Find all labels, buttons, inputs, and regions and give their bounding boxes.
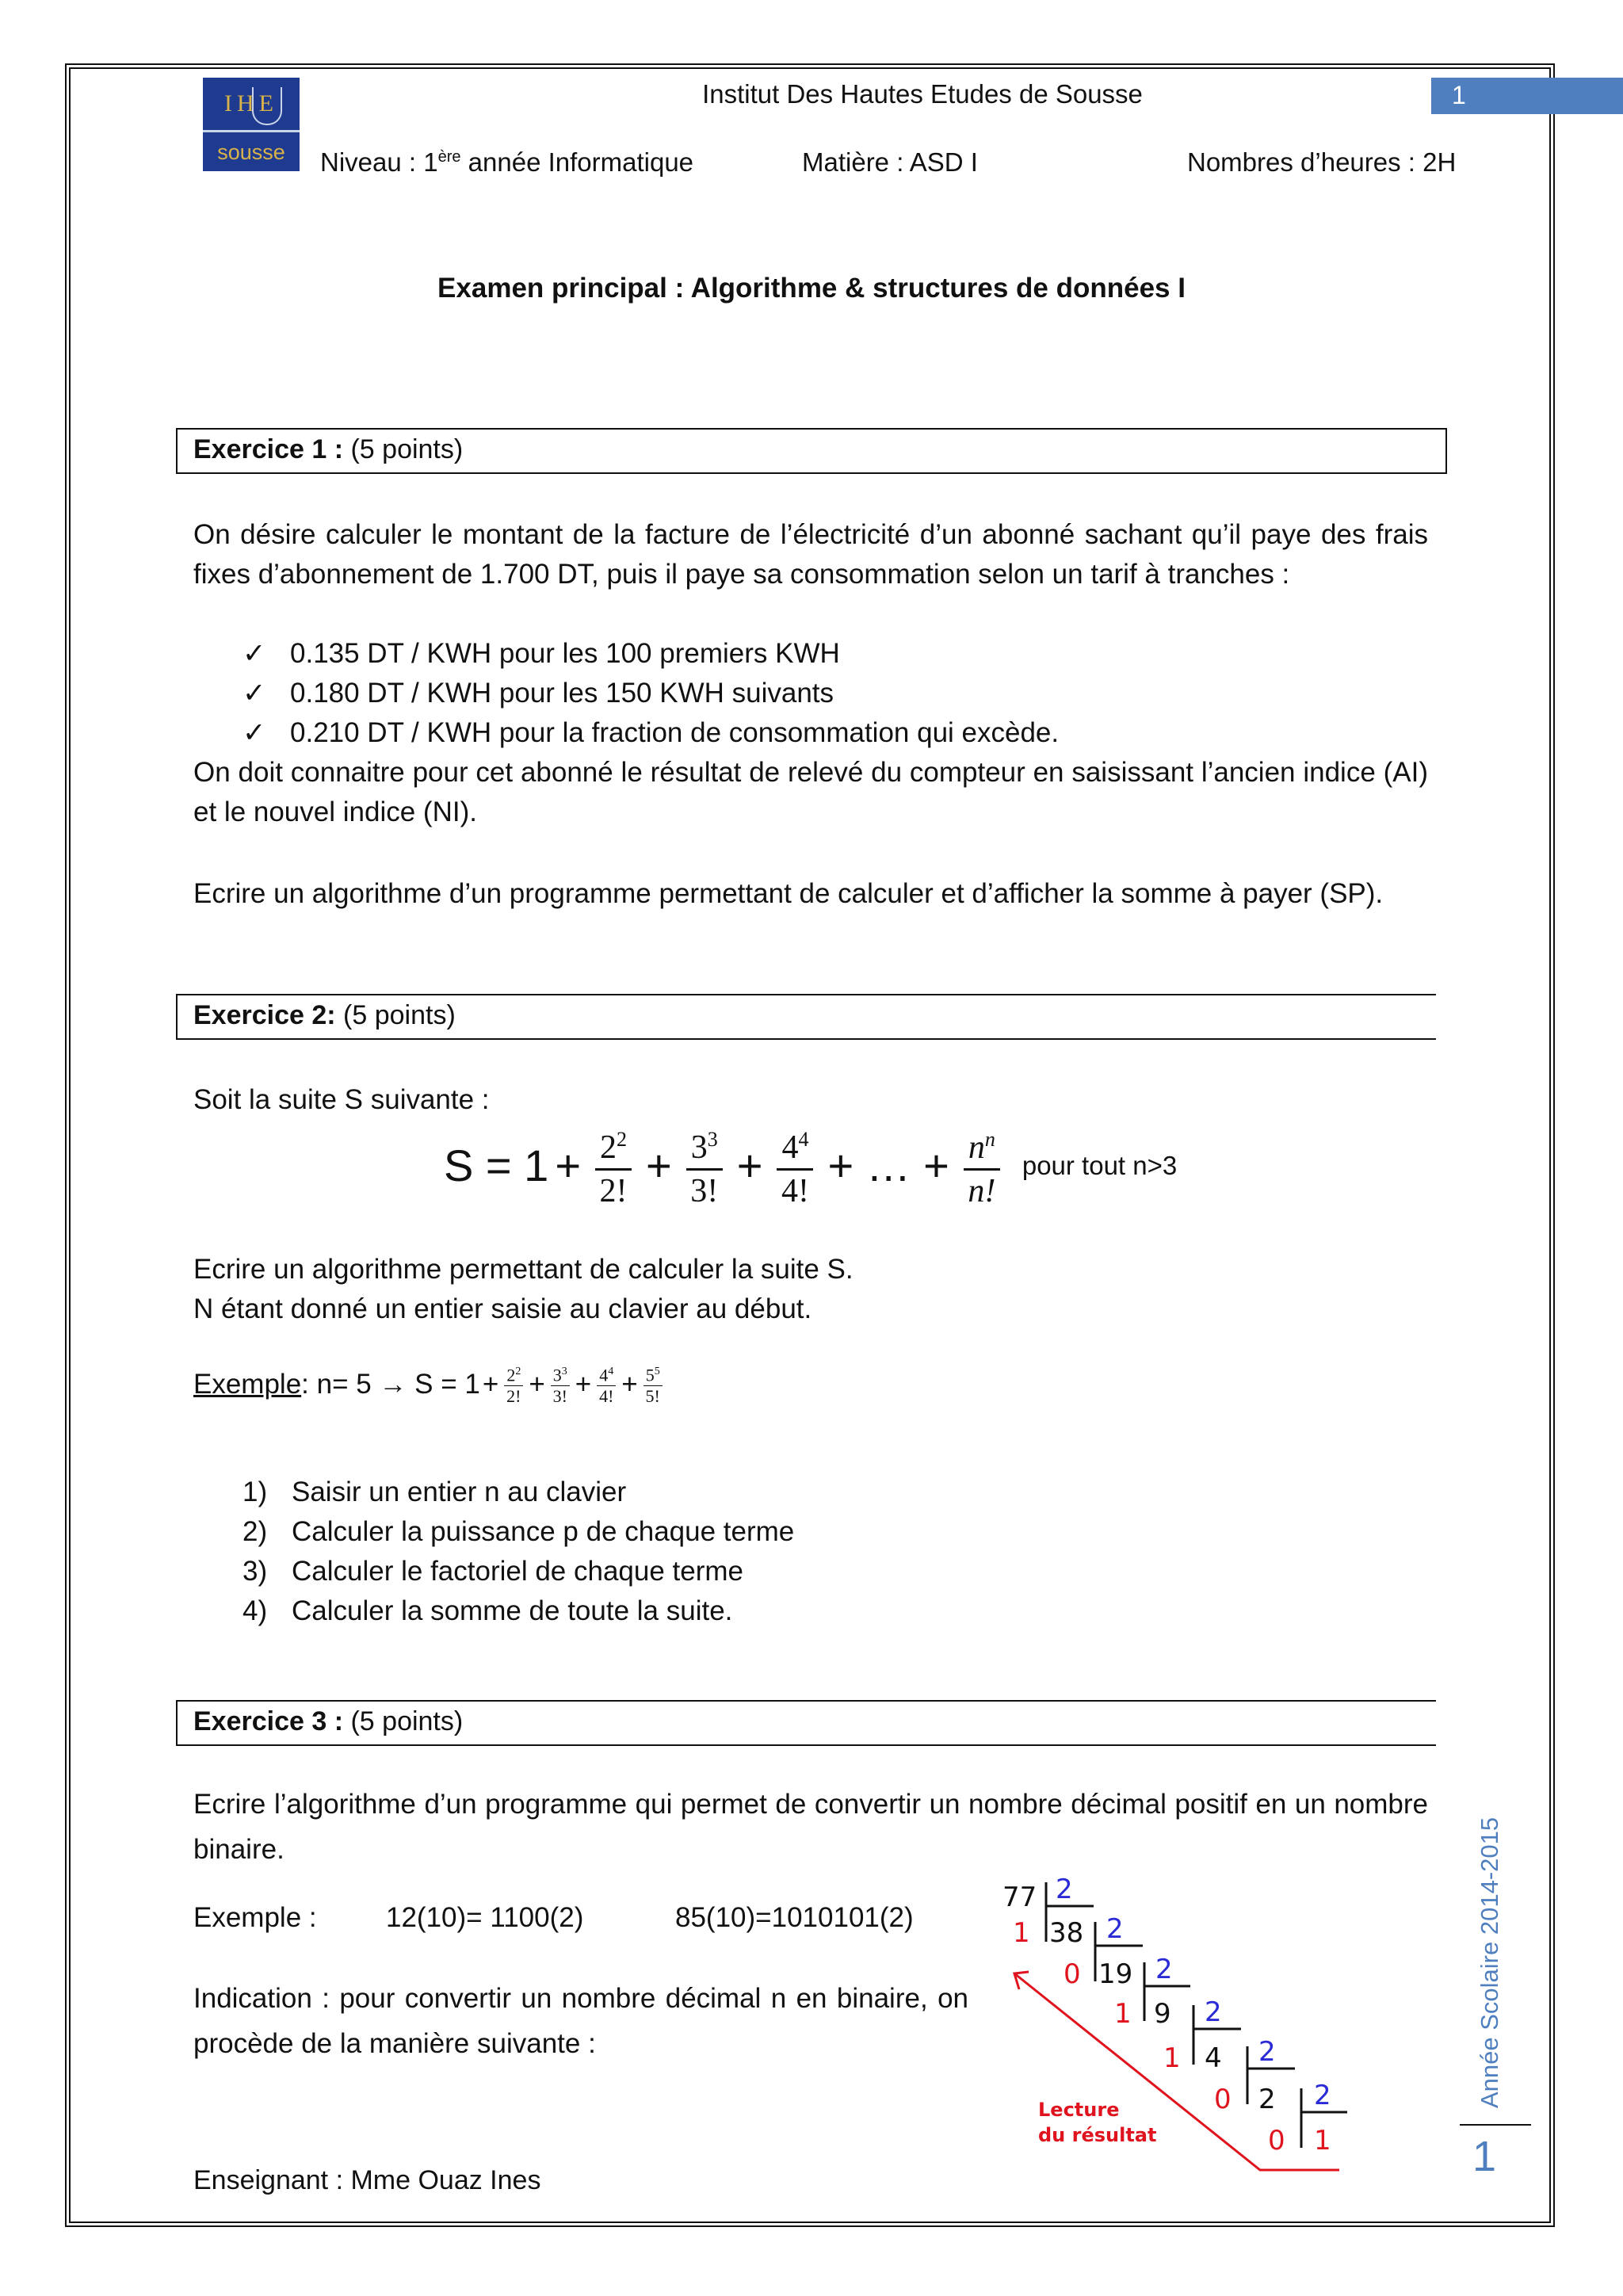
svg-text:1: 1	[1314, 2125, 1331, 2157]
step-item: 3) Calculer le factoriel de chaque terme	[242, 1556, 744, 1587]
exercise-2-line-1: Ecrire un algorithme permettant de calculer la suite S.	[193, 1254, 854, 1285]
svg-text:2: 2	[1205, 1996, 1222, 2028]
exercise-1-paragraph-1: On désire calculer le montant de la facture de l’électricité d’un abonné sachant qu’il paye des frais fixes d’abonnement de 1.700 DT, puis il paye sa consommation selon un tarif à tranches :	[193, 519, 1428, 590]
exercise-1-header: Exercice 1 : (5 points)	[176, 428, 1447, 474]
exercise-2-steps	[242, 1473, 794, 1631]
exercise-2-example: Exemple : n= 5 → S = 1 + $\frac{2^2}{2!}$ + $\frac{3^3}{3!}$ + $\frac{4^4}{4!}$ + $\frac{5^5}{5!}$	[193, 1362, 666, 1407]
svg-text:4: 4	[1205, 2042, 1222, 2074]
step-item: 1) Saisir un entier n au clavier	[242, 1477, 627, 1507]
exercise-3-example-1: 12(10)= 1100(2)	[386, 1902, 584, 1933]
svg-text:Lecture: Lecture	[1038, 2099, 1120, 2121]
svg-text:2: 2	[1258, 2036, 1276, 2068]
exercise-3-indication: Indication : pour convertir un nombre décimal n en binaire, on procède de la manière suivante :	[193, 1983, 968, 2059]
exam-title: Examen principal : Algorithme & structures de données I	[437, 273, 1186, 304]
svg-text:19: 19	[1098, 1958, 1133, 1990]
teacher-name: Enseignant : Mme Ouaz Ines	[193, 2165, 541, 2195]
nombre-heures: Nombres d’heures : 2H	[1187, 147, 1457, 177]
tariff-item: ✓ 0.135 DT / KWH pour les 100 premiers KWH	[242, 634, 1059, 674]
svg-text:2: 2	[1258, 2084, 1276, 2115]
checkmark-icon: ✓	[242, 717, 266, 748]
svg-text:0: 0	[1064, 1958, 1081, 1990]
logo-divider	[203, 130, 300, 132]
svg-text:1: 1	[1163, 2042, 1181, 2074]
term-fraction: $\frac{4^4}{4!}$	[777, 1119, 813, 1212]
niveau: Niveau : 1ère année Informatique	[320, 147, 694, 177]
term-fraction: $\frac{3^3}{3!}$	[686, 1119, 723, 1212]
exercise-1-paragraph-3: Ecrire un algorithme d’un programme permettant de calculer et d’afficher la somme à payer (SP).	[193, 878, 1384, 909]
series-formula: S = 1 + $\frac{2^2}{2!}$ + $\frac{3^3}{3!}$ + $\frac{4^4}{4!}$ + … + $\frac{n^n}{n!}$ pour tout n>3	[444, 1119, 1177, 1212]
exercise-2-line-2: N étant donné un entier saisie au clavier au début.	[193, 1293, 812, 1324]
svg-text:38: 38	[1049, 1917, 1084, 1949]
svg-text:du résultat: du résultat	[1038, 2124, 1157, 2146]
exercise-3-paragraph-1: Ecrire l’algorithme d’un programme qui permet de convertir un nombre décimal positif en un nombre binaire.	[193, 1789, 1428, 1865]
logo-top-text: IHE	[224, 90, 278, 117]
svg-text:0: 0	[1268, 2125, 1285, 2157]
page-number-tab-label: 1	[1452, 81, 1466, 109]
svg-text:0: 0	[1214, 2084, 1232, 2115]
binary-division-diagram	[983, 1847, 1395, 2179]
checkmark-icon: ✓	[242, 678, 266, 709]
exercise-3-header: Exercice 3 : (5 points)	[176, 1700, 1436, 1746]
example-term: $\frac{3^3}{3!}$	[551, 1362, 570, 1407]
svg-text:1: 1	[1114, 1998, 1132, 2030]
svg-text:9: 9	[1154, 1998, 1171, 2030]
matiere: Matière : ASD I	[802, 147, 978, 177]
school-year: Année Scolaire 2014-2015	[1476, 1817, 1503, 2108]
svg-text:2: 2	[1106, 1913, 1124, 1945]
exercise-2-header: Exercice 2: (5 points)	[176, 994, 1436, 1040]
exercise-1-tariffs	[242, 634, 1059, 753]
svg-text:2: 2	[1314, 2080, 1331, 2111]
exercise-3-example-2: 85(10)=1010101(2)	[675, 1902, 914, 1933]
footer-divider	[1460, 2124, 1531, 2126]
svg-text:77: 77	[1002, 1881, 1037, 1913]
step-item: 4) Calculer la somme de toute la suite.	[242, 1595, 733, 1626]
example-term: $\frac{4^4}{4!}$	[597, 1362, 616, 1407]
checkmark-icon: ✓	[242, 638, 266, 669]
tariff-item: ✓ 0.210 DT / KWH pour la fraction de consommation qui excède.	[242, 713, 1059, 753]
page-number-tab	[1431, 78, 1623, 114]
exercise-2-intro: Soit la suite S suivante :	[193, 1084, 490, 1115]
formula-condition: pour tout n>3	[1022, 1150, 1178, 1180]
exercise-1-paragraph-2: On doit connaitre pour cet abonné le résultat de relevé du compteur en saisissant l’ancien indice (AI) et le nouvel indice (NI).	[193, 757, 1428, 827]
term-fraction: $\frac{2^2}{2!}$	[595, 1119, 632, 1212]
svg-text:2: 2	[1056, 1874, 1073, 1905]
exercise-3-example-label: Exemple :	[193, 1902, 317, 1933]
institution-name: Institut Des Hautes Etudes de Sousse	[702, 79, 1143, 109]
tariff-item: ✓ 0.180 DT / KWH pour les 150 KWH suivants	[242, 674, 1059, 713]
svg-text:1: 1	[1013, 1917, 1030, 1949]
term-fraction: $\frac{n^n}{n!}$	[964, 1119, 1000, 1212]
svg-text:2: 2	[1155, 1954, 1173, 1985]
logo-bottom-text: sousse	[217, 140, 285, 164]
example-term: $\frac{5^5}{5!}$	[643, 1362, 663, 1407]
footer-page-number: 1	[1472, 2133, 1497, 2180]
example-term: $\frac{2^2}{2!}$	[504, 1362, 523, 1407]
step-item: 2) Calculer la puissance p de chaque terme	[242, 1516, 795, 1547]
